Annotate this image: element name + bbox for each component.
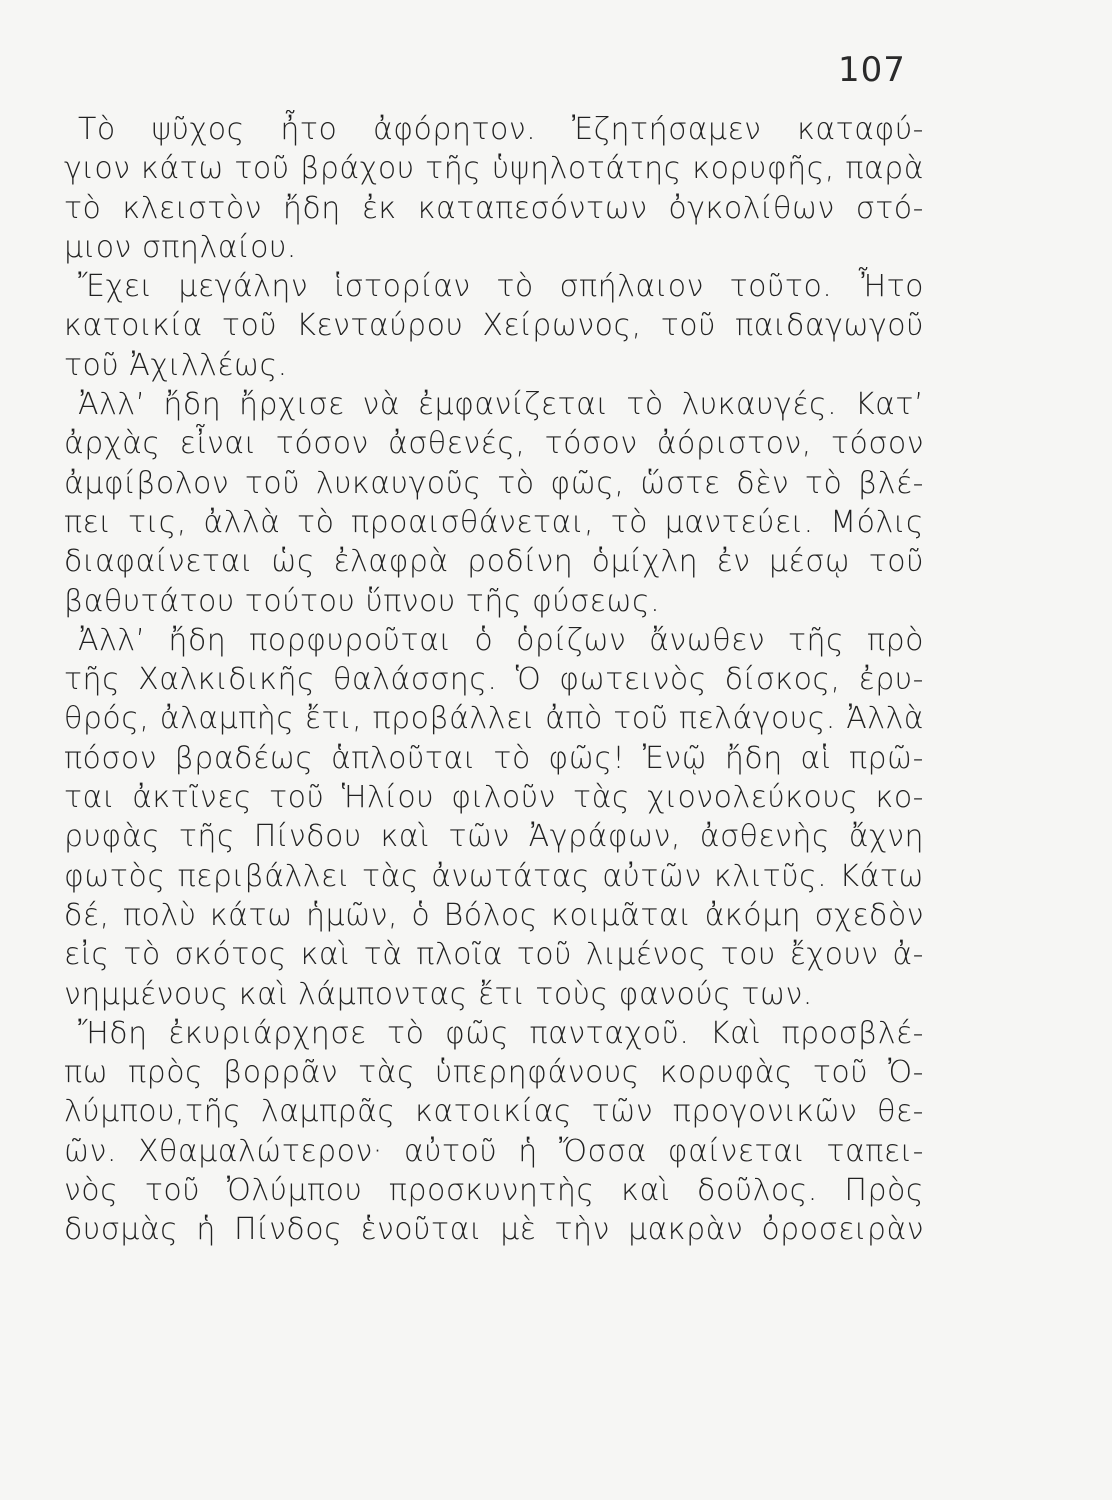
body-text — [64, 110, 924, 1420]
text-line: τοῦ Ἀχιλλέως. — [64, 347, 288, 383]
text-line: δέ, πολὺ κάτω ἡμῶν, ὁ Βόλος κοιμᾶται ἀκόμη σχεδὸν — [64, 897, 924, 933]
page-number: 107 — [838, 50, 906, 90]
text-line: γιον κάτω τοῦ βράχου τῆς ὑψηλοτάτης κορυφῆς, παρὰ — [64, 151, 924, 187]
text-line: ται ἀκτῖνες τοῦ Ἡλίου φιλοῦν τὰς χιονολεύκους κο- — [64, 780, 924, 816]
text-line: δυσμὰς ἡ Πίνδος ἑνοῦται μὲ τὴν μακρὰν ὀροσειρὰν — [64, 1212, 924, 1248]
text-line: μιον σπηλαίου. — [64, 229, 297, 265]
text-line: ρυφὰς τῆς Πίνδου καὶ τῶν Ἀγράφων, ἀσθενὴς ἄχνη — [64, 819, 924, 855]
text-line: διαφαίνεται ὡς ἐλαφρὰ ροδίνη ὁμίχλη ἐν μέσῳ τοῦ — [64, 544, 924, 580]
text-line: λύμπου,τῆς λαμπρᾶς κατοικίας τῶν προγονικῶν θε- — [64, 1094, 924, 1130]
text-line: ῶν. Χθαμαλώτερον· αὐτοῦ ἡ Ὄσσα φαίνεται ταπει- — [64, 1133, 924, 1169]
text-line: τῆς Χαλκιδικῆς θαλάσσης. Ὁ φωτεινὸς δίσκος, ἐρυ- — [64, 662, 924, 698]
text-line: Τὸ ψῦχος ἦτο ἀφόρητον. Ἐζητήσαμεν καταφύ- — [78, 112, 924, 147]
text-line: κατοικία τοῦ Κενταύρου Χείρωνος, τοῦ παιδαγωγοῦ — [64, 308, 924, 344]
text-line: Ἀλλ’ ἤδη πορφυροῦται ὁ ὁρίζων ἄνωθεν τῆς πρὸ — [78, 622, 924, 658]
text-line: πω πρὸς βορρᾶν τὰς ὑπερηφάνους κορυφὰς τοῦ Ὀ- — [64, 1055, 924, 1091]
text-line: τὸ κλειστὸν ἤδη ἐκ καταπεσόντων ὀγκολίθων στό- — [64, 190, 924, 226]
text-line: νημμένους καὶ λάμποντας ἔτι τοὺς φανούς των. — [64, 976, 813, 1012]
text-line: εἰς τὸ σκότος καὶ τὰ πλοῖα τοῦ λιμένος του ἔχουν ἀ- — [64, 937, 924, 973]
text-line: ἀρχὰς εἶναι τόσον ἀσθενές, τόσον ἀόριστον, τόσον — [64, 426, 924, 462]
text-line: φωτὸς περιβάλλει τὰς ἀνωτάτας αὐτῶν κλιτῦς. Κάτω — [64, 858, 924, 894]
text-line: πόσον βραδέως ἁπλοῦται τὸ φῶς! Ἐνῷ ἤδη αἱ πρῶ- — [64, 740, 924, 776]
text-line: Ἔχει μεγάλην ἱστορίαν τὸ σπήλαιον τοῦτο. Ἦτο — [78, 269, 924, 305]
text-line: Ἀλλ’ ἤδη ἤρχισε νὰ ἐμφανίζεται τὸ λυκαυγές. Κατ’ — [78, 387, 924, 423]
text-line: νὸς τοῦ Ὀλύμπου προσκυνητὴς καὶ δοῦλος. Πρὸς — [64, 1173, 924, 1209]
text-line: θρός, ἀλαμπὴς ἔτι, προβάλλει ἀπὸ τοῦ πελάγους. Ἀλλὰ — [64, 701, 924, 737]
text-line: Ἤδη ἐκυριάρχησε τὸ φῶς πανταχοῦ. Καὶ προσβλέ- — [78, 1015, 924, 1051]
text-line: ἀμφίβολον τοῦ λυκαυγοῦς τὸ φῶς, ὥστε δὲν τὸ βλέ- — [64, 465, 924, 501]
text-line: βαθυτάτου τούτου ὕπνου τῆς φύσεως. — [64, 583, 661, 619]
text-line: πει τις, ἀλλὰ τὸ προαισθάνεται, τὸ μαντεύει. Μόλις — [64, 504, 924, 540]
